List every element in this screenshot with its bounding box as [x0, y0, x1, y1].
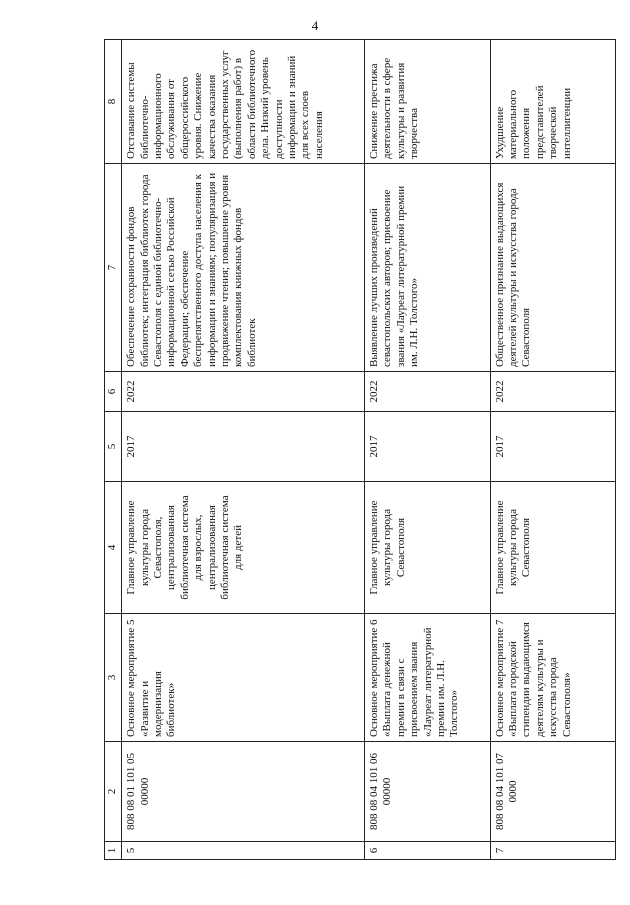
header-cell: 3 — [105, 614, 122, 742]
expected-result: Выявление лучших произведений севастопольских авторов; присвоение звания «Лауреат литературной премии им. Л.Н. Толстого» — [365, 164, 490, 372]
header-cell: 5 — [105, 412, 122, 482]
rotated-table-container — [104, 40, 616, 860]
header-cell: 7 — [105, 164, 122, 372]
budget-code: 808 08 01 101 05 00000 — [122, 742, 365, 842]
start-year: 2017 — [122, 412, 365, 482]
table-row — [122, 40, 365, 860]
header-cell: 2 — [105, 742, 122, 842]
page-number: 4 — [311, 18, 319, 33]
end-year: 2022 — [365, 372, 490, 412]
table-row — [490, 40, 616, 860]
header-row — [105, 40, 122, 860]
executor: Главное управление культуры города Севастополя, централизованная библиотечная система для взрослых, централизованная библиотечная система для детей — [122, 482, 365, 614]
executor: Главное управление культуры города Севастополя — [365, 482, 490, 614]
event-name: Основное мероприятие 5 «Развитие и модернизация библиотек» — [122, 614, 365, 742]
row-number: 7 — [490, 842, 616, 860]
header-cell: 4 — [105, 482, 122, 614]
expected-result: Общественное признание выдающихся деятелей культуры и искусства города Севастополя — [490, 164, 616, 372]
row-number: 5 — [122, 842, 365, 860]
header-cell: 1 — [105, 842, 122, 860]
event-name: Основное мероприятие 6 «Выплата денежной премии в связи с присвоением звания «Лауреат литературной премии им. Л.Н. Толстого» — [365, 614, 490, 742]
consequence: Ухудшение материального положения представителей творческой интеллигенции — [490, 40, 616, 164]
consequence: Снижение престижа деятельности в сфере культуры и развития творчества — [365, 40, 490, 164]
table-row — [365, 40, 490, 860]
executor: Главное управление культуры города Севастополя — [490, 482, 616, 614]
start-year: 2017 — [490, 412, 616, 482]
expected-result: Обеспечение сохранности фондов библиотек; интеграция библиотек города Севастополя с единой библиотечно-информационной сетью Российской Федерации; обеспечение беспрепятственного доступа населения к информации и знаниям; популяризация и продвижение чтения; повышение уровня комплектования книжных фондов библиотек — [122, 164, 365, 372]
header-cell: 8 — [105, 40, 122, 164]
event-name: Основное мероприятие 7 «Выплата городской стипендии выдающимся деятелям культуры и искусства города Севастополя» — [490, 614, 616, 742]
consequence: Отставание системы библиотечно-информационного обслуживания от общероссийского уровня. Снижение качества оказания государственных услуг (выполнения работ) в области библиотечного дела. Низкий уровень доступности информации и знаний для всех слоев населения — [122, 40, 365, 164]
budget-code: 808 08 04 101 07 0000 — [490, 742, 616, 842]
row-number: 6 — [365, 842, 490, 860]
budget-code: 808 08 04 101 06 00000 — [365, 742, 490, 842]
end-year: 2022 — [122, 372, 365, 412]
header-cell: 6 — [105, 372, 122, 412]
start-year: 2017 — [365, 412, 490, 482]
program-activities-table — [104, 39, 616, 860]
end-year: 2022 — [490, 372, 616, 412]
